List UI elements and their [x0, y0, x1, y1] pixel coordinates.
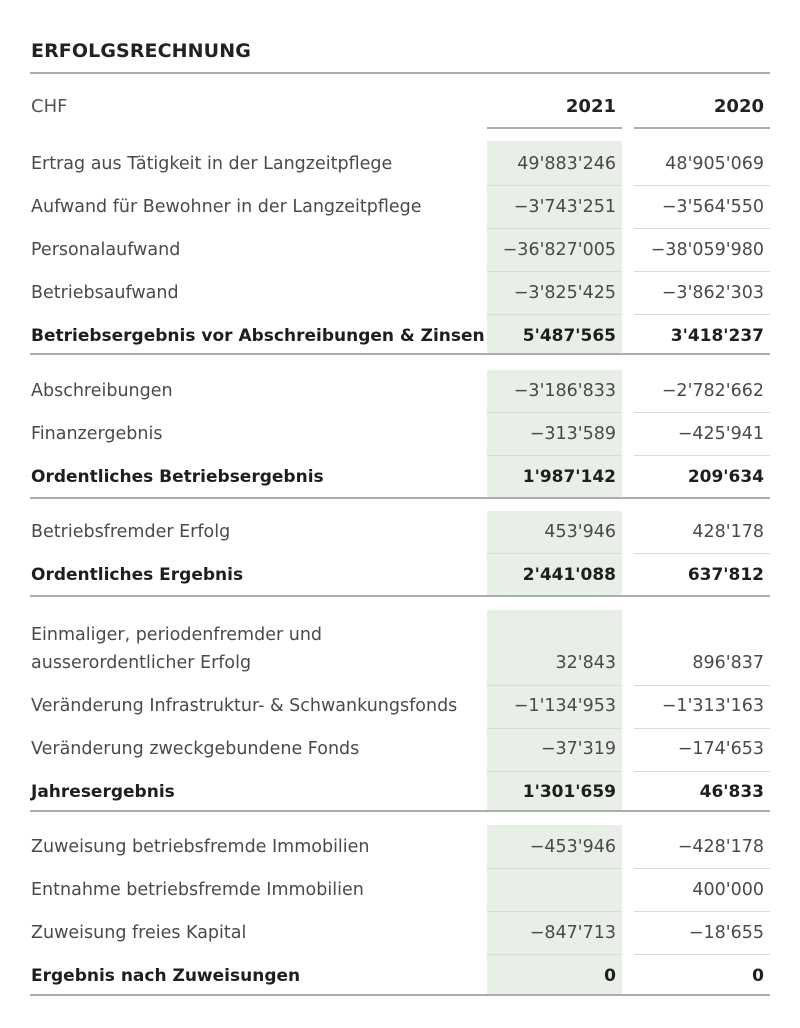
value-2020: −428'178 [677, 837, 764, 857]
row-separator [487, 911, 622, 912]
value-2020: 3'418'237 [670, 326, 764, 346]
value-2020: −174'653 [677, 739, 764, 759]
row-separator [487, 685, 622, 686]
value-2020: −38'059'980 [650, 240, 764, 260]
value-2021: 5'487'565 [522, 326, 616, 346]
value-2020: 0 [752, 966, 764, 986]
row-separator [634, 954, 770, 955]
value-2020: 428'178 [692, 522, 764, 542]
row-separator [487, 455, 622, 456]
value-2020: 46'833 [699, 782, 764, 802]
value-2021: 49'883'246 [517, 154, 616, 174]
row-label: Personalaufwand [31, 240, 181, 260]
row-separator [634, 911, 770, 912]
row-label: Abschreibungen [31, 381, 173, 401]
row-separator [634, 771, 770, 772]
row-label: Betriebsergebnis vor Abschreibungen & Zinsen [31, 326, 485, 346]
section-rule [30, 595, 770, 597]
value-2021: −36'827'005 [502, 240, 616, 260]
row-separator [634, 314, 770, 315]
row-label: Ertrag aus Tätigkeit in der Langzeitpflege [31, 154, 393, 174]
value-2020: −3'564'550 [661, 197, 764, 217]
row-label: Ordentliches Betriebsergebnis [31, 467, 324, 487]
value-2020: −1'313'163 [661, 696, 764, 716]
row-label: Betriebsfremder Erfolg [31, 522, 231, 542]
row-label: Einmaliger, periodenfremder und [31, 625, 323, 645]
row-separator [487, 271, 622, 272]
row-label: Finanzergebnis [31, 424, 163, 444]
section-rule [30, 994, 770, 996]
row-separator [634, 412, 770, 413]
row-label: Jahresergebnis [31, 782, 175, 802]
year-2020-header: 2020 [713, 96, 764, 117]
value-2020: −425'941 [677, 424, 764, 444]
row-separator [634, 271, 770, 272]
value-2021: 2'441'088 [522, 565, 616, 585]
row-label: Ordentliches Ergebnis [31, 565, 244, 585]
year-2021-underline [487, 127, 622, 129]
row-separator [487, 954, 622, 955]
row-label: Zuweisung freies Kapital [31, 923, 247, 943]
row-separator [487, 228, 622, 229]
row-label: Betriebsaufwand [31, 283, 179, 303]
value-2020: −2'782'662 [661, 381, 764, 401]
value-2021: −1'134'953 [513, 696, 616, 716]
value-2020: −18'655 [688, 923, 764, 943]
row-separator [634, 868, 770, 869]
value-2021: 1'987'142 [522, 467, 616, 487]
value-2020: 209'634 [687, 467, 764, 487]
value-2020: −3'862'303 [661, 283, 764, 303]
section-rule [30, 353, 770, 355]
value-2021: 0 [604, 966, 616, 986]
value-2021: −3'743'251 [513, 197, 616, 217]
value-2020: 896'837 [692, 653, 764, 673]
value-2021: −847'713 [529, 923, 616, 943]
value-2021: −3'825'425 [513, 283, 616, 303]
section-rule [30, 810, 770, 812]
value-2020: 637'812 [687, 565, 764, 585]
row-label: Veränderung Infrastruktur- & Schwankungsfonds [31, 696, 458, 716]
value-2021: −313'589 [529, 424, 616, 444]
row-separator [487, 771, 622, 772]
value-2020: 400'000 [692, 880, 764, 900]
row-label: Zuweisung betriebsfremde Immobilien [31, 837, 370, 857]
year-2021-header: 2021 [565, 96, 616, 117]
statement-title: ERFOLGSRECHNUNG [31, 40, 251, 62]
row-separator [634, 228, 770, 229]
year-2020-underline [634, 127, 770, 129]
row-separator [634, 455, 770, 456]
row-separator [487, 728, 622, 729]
row-label: Entnahme betriebsfremde Immobilien [31, 880, 364, 900]
value-2021: −3'186'833 [513, 381, 616, 401]
row-separator [487, 314, 622, 315]
row-label: Aufwand für Bewohner in der Langzeitpflege [31, 197, 422, 217]
value-2020: 48'905'069 [665, 154, 764, 174]
row-separator [487, 185, 622, 186]
row-label: Ergebnis nach Zuweisungen [31, 966, 301, 986]
value-2021: −453'946 [529, 837, 616, 857]
row-separator [487, 412, 622, 413]
value-2021: 453'946 [544, 522, 616, 542]
row-separator [487, 553, 622, 554]
value-2021: 1'301'659 [522, 782, 616, 802]
row-separator [634, 553, 770, 554]
row-label-line2: ausserordentlicher Erfolg [31, 653, 252, 673]
row-separator [487, 868, 622, 869]
row-label: Veränderung zweckgebundene Fonds [31, 739, 360, 759]
value-2021: 32'843 [555, 653, 616, 673]
value-2021: −37'319 [540, 739, 616, 759]
section-rule [30, 497, 770, 499]
title-rule [30, 72, 770, 74]
currency-label: CHF [31, 96, 68, 117]
row-separator [634, 685, 770, 686]
row-separator [634, 728, 770, 729]
row-separator [634, 185, 770, 186]
